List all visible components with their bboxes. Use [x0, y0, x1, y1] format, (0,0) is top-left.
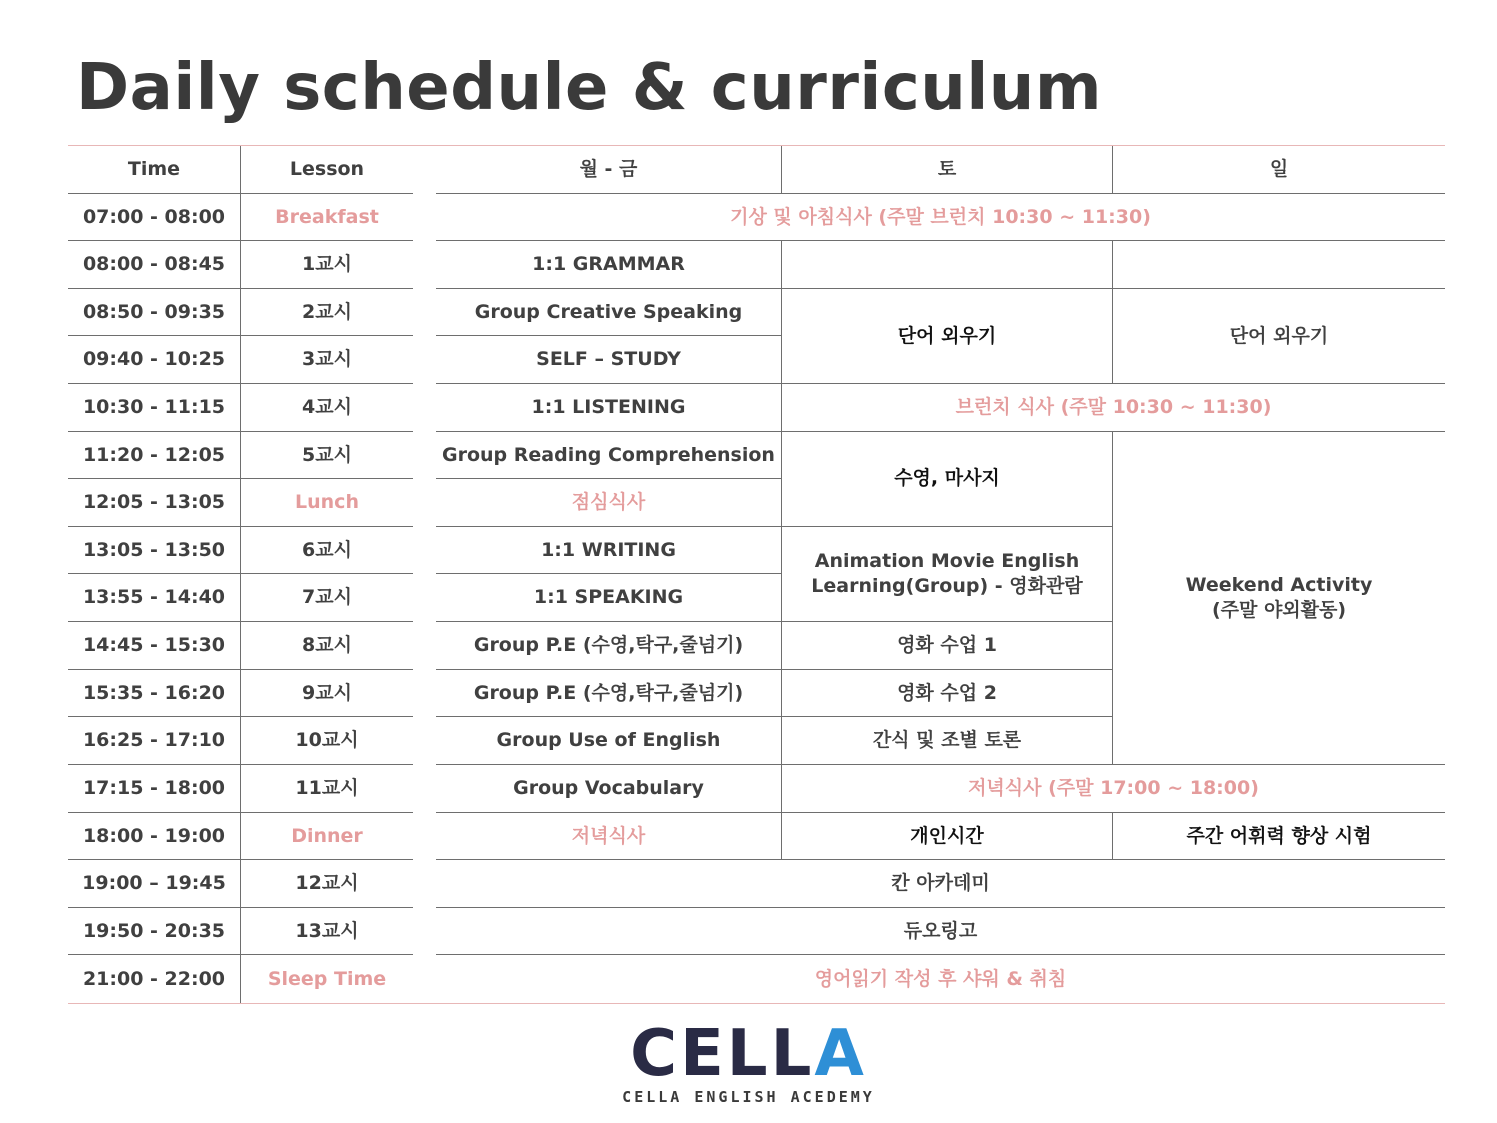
time-cell: 10:30 - 11:15 — [68, 384, 241, 432]
weekend-activity-line2: (주말 야외활동) — [1211, 598, 1347, 621]
header-sunday: 일 — [1113, 146, 1445, 194]
weekday-cell: 1:1 SPEAKING — [436, 574, 782, 622]
brunch-span: 브런치 식사 (주말 10:30 ~ 11:30) — [782, 384, 1445, 432]
sunday-cell: 단어 외우기 — [1113, 289, 1445, 384]
lesson-cell: 1교시 — [241, 241, 413, 289]
time-cell: 21:00 - 22:00 — [68, 955, 241, 1003]
weekday-cell: SELF – STUDY — [436, 336, 782, 384]
khan-academy-span: 칸 아카데미 — [436, 860, 1445, 908]
time-cell: 08:50 - 09:35 — [68, 289, 241, 337]
time-cell: 16:25 - 17:10 — [68, 717, 241, 765]
time-cell: 09:40 - 10:25 — [68, 336, 241, 384]
time-cell: 12:05 - 13:05 — [68, 479, 241, 527]
lesson-cell: 8교시 — [241, 622, 413, 670]
header-weekday: 월 - 금 — [436, 146, 782, 194]
schedule-table — [68, 145, 1445, 1004]
lesson-cell: 10교시 — [241, 717, 413, 765]
time-cell: 13:55 - 14:40 — [68, 574, 241, 622]
sunday-empty-cell — [1113, 241, 1445, 289]
saturday-cell: 영화 수업 1 — [782, 622, 1113, 670]
time-cell: 08:00 - 08:45 — [68, 241, 241, 289]
sleep-span: 영어읽기 작성 후 샤워 & 취침 — [814, 967, 1067, 990]
weekend-activity-line1: Weekend Activity — [1185, 574, 1373, 597]
lesson-cell: 3교시 — [241, 336, 413, 384]
weekday-cell: 저녁식사 — [436, 813, 782, 861]
weekday-cell: 1:1 LISTENING — [436, 384, 782, 432]
weekday-cell: 1:1 WRITING — [436, 527, 782, 575]
lesson-cell: 11교시 — [241, 765, 413, 813]
wakeup-span: 기상 및 아침식사 (주말 브런치 10:30 ~ 11:30) — [436, 194, 1445, 242]
lesson-cell: Dinner — [241, 813, 413, 861]
lesson-cell: 13교시 — [241, 908, 413, 956]
lesson-cell: 12교시 — [241, 860, 413, 908]
time-cell: 13:05 - 13:50 — [68, 527, 241, 575]
page-title: Daily schedule & curriculum — [76, 51, 1103, 125]
duolingo-span: 듀오링고 — [436, 908, 1445, 956]
lesson-cell: 7교시 — [241, 574, 413, 622]
cella-logo — [0, 1017, 1497, 1106]
lesson-cell: Breakfast — [241, 194, 413, 242]
time-cell: 19:50 - 20:35 — [68, 908, 241, 956]
weekday-cell: 점심식사 — [436, 479, 782, 527]
time-cell: 11:20 - 12:05 — [68, 432, 241, 480]
lesson-cell: 6교시 — [241, 527, 413, 575]
time-cell: 14:45 - 15:30 — [68, 622, 241, 670]
saturday-cell: 개인시간 — [782, 813, 1113, 861]
saturday-cell: 간식 및 조별 토론 — [782, 717, 1113, 765]
column-gap — [413, 146, 436, 1003]
weekday-cell: 1:1 GRAMMAR — [436, 241, 782, 289]
saturday-cell: 영화 수업 2 — [782, 670, 1113, 718]
logo-mark — [630, 1017, 867, 1091]
time-cell: 17:15 - 18:00 — [68, 765, 241, 813]
saturday-animation-cell — [782, 527, 1113, 622]
weekday-cell: Group P.E (수영,탁구,줄넘기) — [436, 622, 782, 670]
dinner-weekend-span: 저녁식사 (주말 17:00 ~ 18:00) — [782, 765, 1445, 813]
time-cell: 18:00 - 19:00 — [68, 813, 241, 861]
header-lesson: Lesson — [241, 146, 413, 194]
time-cell: 07:00 - 08:00 — [68, 194, 241, 242]
logo-mark-blue: A — [814, 1017, 867, 1091]
logo-subtitle: CELLA ENGLISH ACEDEMY — [622, 1088, 875, 1106]
sunday-cell: 주간 어휘력 향상 시험 — [1113, 813, 1445, 861]
weekday-cell: Group Vocabulary — [436, 765, 782, 813]
lesson-cell: 9교시 — [241, 670, 413, 718]
header-saturday: 토 — [782, 146, 1113, 194]
lesson-cell: Lunch — [241, 479, 413, 527]
header-time: Time — [68, 146, 241, 194]
weekday-cell: Group Reading Comprehension — [436, 432, 782, 480]
lesson-cell: 2교시 — [241, 289, 413, 337]
lesson-cell: 5교시 — [241, 432, 413, 480]
animation-line2: Learning(Group) - 영화관람 — [811, 574, 1083, 597]
sunday-weekend-activity-cell — [1113, 432, 1445, 765]
lesson-cell: 4교시 — [241, 384, 413, 432]
saturday-cell: 수영, 마사지 — [782, 432, 1113, 527]
time-cell: 19:00 – 19:45 — [68, 860, 241, 908]
saturday-cell: 단어 외우기 — [782, 289, 1113, 384]
weekday-cell: Group P.E (수영,탁구,줄넘기) — [436, 670, 782, 718]
animation-line1: Animation Movie English — [814, 550, 1080, 573]
lesson-cell: Sleep Time — [267, 967, 387, 990]
weekday-cell: Group Creative Speaking — [436, 289, 782, 337]
logo-mark-dark: CELL — [630, 1017, 815, 1091]
saturday-empty-cell — [782, 241, 1113, 289]
time-cell: 15:35 - 16:20 — [68, 670, 241, 718]
weekday-cell: Group Use of English — [436, 717, 782, 765]
